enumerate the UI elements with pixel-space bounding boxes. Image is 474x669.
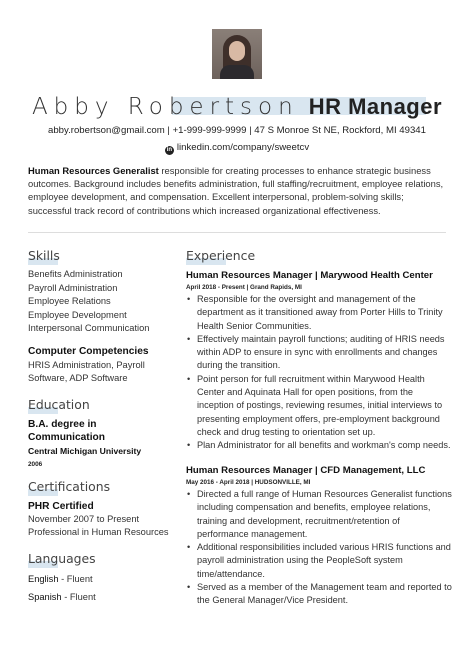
certification-line: November 2007 to Present: [28, 514, 140, 524]
job-meta: May 2016 - April 2018 | HUDSONVILLE, MI: [186, 479, 311, 486]
contact-line: abby.robertson@gmail.com | +1-999-999-9999 | 47 S Monroe St NE, Rockford, MI 49341: [48, 125, 426, 136]
language-name: Spanish: [28, 592, 62, 602]
computer-competencies-line: Software, ADP Software: [28, 373, 128, 384]
job-bullet: • Point person for full recruitment within Marywood Health Center and Aquinata Hall for open positions, from the inception of postings, reviewing resumes, initial interviews to presenting employment offers, pre-employment background check and drug testing to orientation set up.: [186, 373, 452, 439]
skill-item: Employee Relations: [28, 296, 111, 307]
education-heading: Education: [28, 397, 90, 412]
certifications-heading: Certifications: [28, 479, 111, 494]
skill-item: Interpersonal Communication: [28, 323, 150, 334]
computer-competencies-text: [28, 359, 145, 386]
summary-lead: Human Resources Generalist: [28, 165, 159, 176]
job-title: Human Resources Manager | Marywood Health Center: [186, 270, 433, 281]
summary: [28, 164, 446, 217]
name-row: [0, 94, 474, 120]
job-title-heading: HR Manager: [308, 94, 443, 119]
job-meta: April 2018 - Present | Grand Rapids, MI: [186, 284, 302, 291]
job-title: Human Resources Manager | CFD Management, LLC: [186, 465, 426, 476]
linkedin-line[interactable]: [0, 142, 474, 155]
skills-list: [28, 268, 149, 336]
languages-heading: Languages: [28, 551, 96, 566]
job-bullet: • Responsible for the oversight and management of the department as it transitioned away from Porter Hills to Trinity Health Senior Communities.: [186, 293, 452, 333]
school-name: Central Michigan University: [28, 446, 142, 456]
certification-details: [28, 513, 169, 540]
language-item: [28, 591, 96, 604]
job-bullet: • Plan Administrator for all benefits and workman's comp needs.: [186, 439, 452, 452]
job-bullet: • Directed a full range of Human Resources Generalist functions including compensation and benefits, employee relations, training and development, recruitment/retention of performance management.: [186, 488, 452, 541]
degree-line: Communication: [28, 432, 105, 443]
graduation-year: 2006: [28, 461, 43, 468]
linkedin-link[interactable]: linkedin.com/company/sweetcv: [176, 142, 310, 153]
profile-photo: [212, 29, 262, 79]
degree-line: B.A. degree in: [28, 419, 97, 430]
experience-heading: Experience: [186, 248, 256, 263]
job-bullet: • Served as a member of the Management team and reported to the General Manager/Vice President.: [186, 581, 452, 608]
certification-line: Professional in Human Resources: [28, 527, 169, 538]
section-divider: [28, 232, 446, 233]
computer-competencies-heading: Computer Competencies: [28, 346, 149, 357]
candidate-name: Abby Robertson: [31, 94, 299, 120]
skills-heading: Skills: [28, 248, 60, 263]
summary-text: responsible for creating processes to enhance strategic business outcomes. Background includes benefits administration, full staffing/recruitment, employee relations, employee development, and compensation. Excellent interpersonal, problem-solving skills; successful track record of contributions which increased organizational effectiveness.: [28, 165, 444, 216]
job-bullet: • Additional responsibilities included various HRIS functions and payroll administration using the PeopleSoft system time/attendance.: [186, 541, 452, 581]
skill-item: Benefits Administration: [28, 269, 123, 279]
certification-name: PHR Certified: [28, 501, 94, 512]
language-name: English: [28, 574, 59, 584]
job-bullets: [186, 293, 452, 453]
job-bullet: • Effectively maintain payroll functions; auditing of HRIS needs within ADP to ensure in sync with enrollments and changes during the transition.: [186, 333, 452, 373]
language-item: [28, 573, 93, 586]
skill-item: Employee Development: [28, 309, 127, 320]
skill-item: Payroll Administration: [28, 282, 118, 293]
degree: [28, 418, 105, 444]
linkedin-icon: in: [166, 147, 173, 153]
language-level: - Fluent: [58, 574, 93, 584]
language-level: - Fluent: [61, 592, 96, 602]
job-bullets: [186, 488, 452, 608]
computer-competencies-line: HRIS Administration, Payroll: [28, 360, 145, 370]
